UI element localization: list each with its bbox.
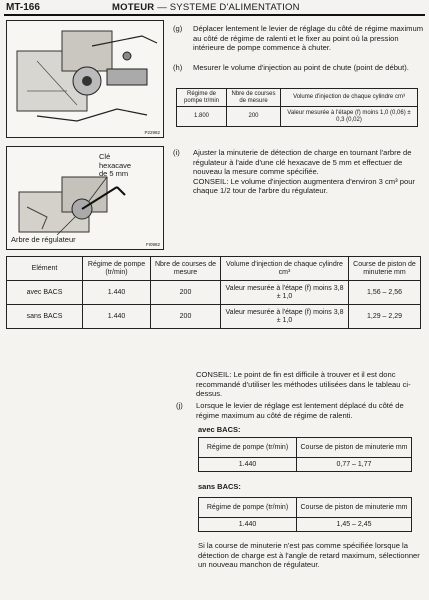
table-cell: 1,56 – 2,56 [349,281,421,305]
table-cell: sans BACS [7,305,83,329]
table-header-row [199,498,412,518]
table-header-cell: Elément [7,257,83,281]
table-cell: Valeur mesurée à l'étape (f) moins 3,8 ± 1,0 [221,305,349,329]
header-rule [4,14,425,16]
table-bacs-comparison [6,256,421,329]
step-g-text: Déplacer lentement le levier de réglage du côté de régime maximum au côté de régime de ralenti et le fixer au point où la pression intérieure de pompe commence à chuter. [193,24,424,53]
figure-code: P22982 [144,130,160,135]
table-sans-bacs [198,497,412,532]
conseil-end-point: CONSEIL: Le point de fin est difficile à trouver et il est donc recommandé d'utiliser les méthodes utilisées dans le tableau ci-dessus. [196,370,411,399]
table-cell: 1.440 [83,281,151,305]
step-h-tag: (h) [173,63,183,72]
table-header-cell: Régime de pompe (tr/min) [199,498,297,518]
table-header-cell: Nbre de courses de mesure [227,89,281,107]
table-row [177,107,418,127]
label-hex-key-line3: de 5 mm [99,169,129,178]
step-h [173,63,425,73]
table-header-row [7,257,421,281]
table-cell: 1.440 [199,518,297,532]
table-cell: 0,77 – 1,77 [297,458,412,472]
table-cell: 1.800 [177,107,227,127]
step-j [176,401,424,420]
pump-illustration [7,21,164,138]
table-cell: 200 [151,281,221,305]
table-row [199,518,412,532]
step-h-text: Mesurer le volume d'injection au point de chute (point de début). [193,63,409,72]
table-cell: 200 [227,107,281,127]
table-cell: Valeur mesurée à l'étape (f) moins 3,8 ± 1,0 [221,281,349,305]
step-g-tag: (g) [173,24,183,33]
table-injection-1 [176,88,418,127]
table-header-row [199,438,412,458]
table-header-row [177,89,418,107]
table-row [199,458,412,472]
table-cell: Valeur mesurée à l'étape (f) moins 1,0 (0,06) ± 0,3 (0,02) [281,107,418,127]
header-separator: — [157,2,167,13]
table-cell: 1.440 [83,305,151,329]
table-header-cell: Nbre de courses de mesure [151,257,221,281]
table-cell: 200 [151,305,221,329]
table-header-cell: Régime de pompe tr/min [177,89,227,107]
label-hex-key-line2: hexacave [99,160,132,170]
table-header-cell: Course de piston de minuterie mm [297,438,412,458]
step-j-tag: (j) [176,401,183,410]
table-header-cell: Volume d'injection de chaque cylindre cm³ [221,257,349,281]
page-number: MT-166 [6,2,40,13]
table-header-cell: Régime de pompe (tr/min) [83,257,151,281]
table-header-cell: Régime de pompe (tr/min) [199,438,297,458]
label-hex-key [99,153,131,179]
label-regulator-shaft: Arbre de régulateur [11,235,76,244]
page-header-title [112,2,300,13]
final-note: Si la course de minuterie n'est pas comme spécifiée lorsque la détection de charge est à l'angle de retard maximum, sélectionner un nouveau manchon de régulateur. [198,541,420,570]
table-row [7,281,421,305]
table-row [7,305,421,329]
sans-bacs-label: sans BACS: [198,482,241,491]
table-header-cell: Course de piston de minuterie mm [349,257,421,281]
label-hex-key-line1: Clé [99,152,111,161]
table-cell: 1.440 [199,458,297,472]
figure-pump-adjustment [6,20,164,138]
table-cell: avec BACS [7,281,83,305]
table-avec-bacs [198,437,412,472]
header-subsection: SYSTEME D'ALIMENTATION [169,2,300,13]
figure-regulator-shaft [6,146,164,250]
figure-code: FI0982 [145,242,160,247]
step-i-tag: (i) [173,148,180,157]
step-j-text: Lorsque le levier de réglage est lentement déplacé du côté de régime maximum au côté de régime de ralenti. [196,401,404,420]
table-cell: 1,29 – 2,29 [349,305,421,329]
step-i [173,148,425,196]
step-i-text: Ajuster la minuterie de détection de charge en tournant l'arbre de régulateur à l'aide d'une clé hexacave de 5 mm et effectuer de nouveau la mesure comme spécifiée. [193,148,412,177]
table-cell: 1,45 – 2,45 [297,518,412,532]
table-header-cell: Volume d'injection de chaque cylindre cm³ [281,89,418,107]
step-i-conseil: CONSEIL: Le volume d'injection augmentera d'environ 3 cm³ pour chaque 1/2 tour de l'arbre du régulateur. [193,176,415,196]
avec-bacs-label: avec BACS: [198,425,241,434]
table-header-cell: Course de piston de minuterie mm [297,498,412,518]
step-g [173,24,425,53]
header-section: MOTEUR [112,2,155,13]
